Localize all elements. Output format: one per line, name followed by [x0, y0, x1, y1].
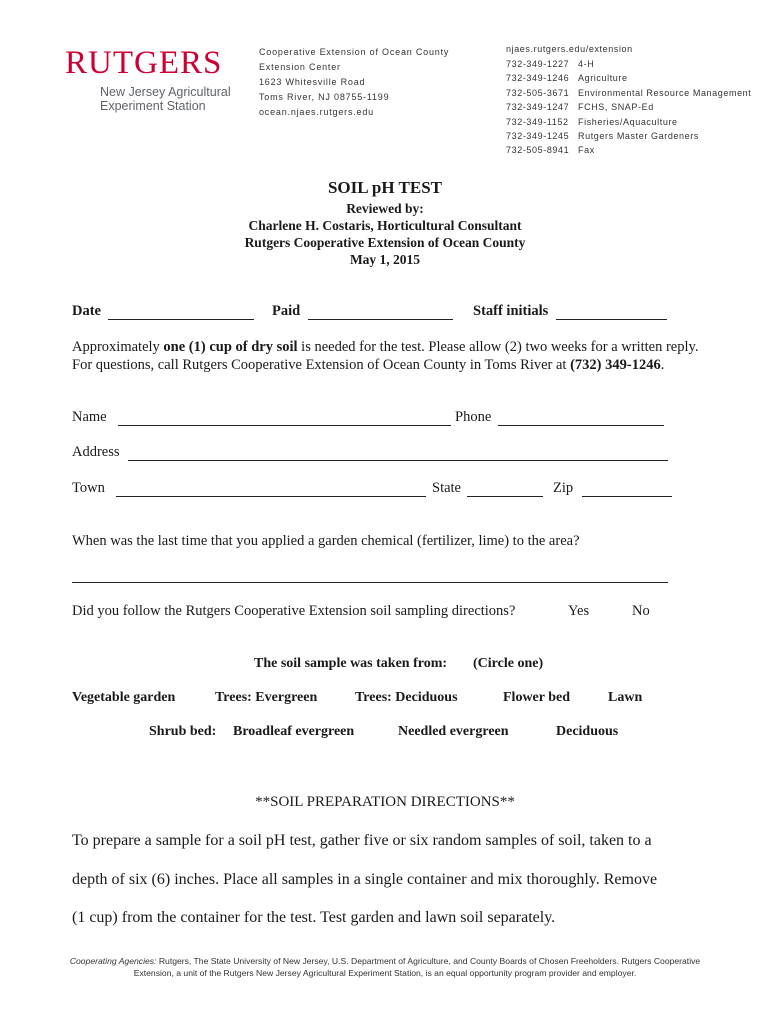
- prep-line-3: (1 cup) from the container for the test. Test garden and lawn soil separately.: [72, 909, 556, 926]
- contact-phone: 732-349-1152: [506, 116, 569, 127]
- reviewer-name: Charlene H. Costaris, Horticultural Consultant: [248, 218, 522, 233]
- circle-one-note: (Circle one): [473, 656, 544, 671]
- zip-field[interactable]: [582, 496, 672, 497]
- town-label: Town: [72, 480, 105, 496]
- logo-wordmark: RUTGERS: [65, 45, 223, 81]
- contact-row: [506, 86, 751, 100]
- intro-paragraph: [72, 338, 702, 374]
- zip-label: Zip: [553, 480, 574, 496]
- contact-row: [506, 129, 751, 143]
- phone-label: Phone: [455, 409, 492, 425]
- answer-no[interactable]: No: [632, 603, 650, 619]
- option-trees-deciduous[interactable]: Trees: Deciduous: [355, 690, 458, 705]
- date-label: Date: [72, 303, 101, 319]
- staff-initials-label: Staff initials: [473, 303, 549, 319]
- sample-location-heading: The soil sample was taken from:: [254, 656, 448, 671]
- prep-heading: **SOIL PREPARATION DIRECTIONS**: [255, 794, 515, 810]
- contact-dept: Environmental Resource Management: [578, 87, 752, 98]
- contact-row: [506, 57, 751, 71]
- address-field[interactable]: [128, 460, 668, 461]
- contact-phone: 732-349-1247: [506, 102, 570, 113]
- prep-line-1: To prepare a sample for a soil pH test, gather five or six random samples of soil, taken to a: [72, 832, 652, 849]
- reviewed-by-label: Reviewed by:: [346, 201, 424, 216]
- option-vegetable-garden[interactable]: Vegetable garden: [72, 690, 176, 705]
- footer-line-2: Extension, a unit of the Rutgers New Jersey Agricultural Experiment Station, is an equal opportunity program provider and employer.: [133, 968, 637, 978]
- name-field[interactable]: [118, 425, 451, 426]
- page-title: SOIL pH TEST: [327, 178, 443, 197]
- contact-dept: Fax: [578, 145, 595, 156]
- contact-phone: 732-349-1245: [506, 130, 570, 141]
- town-field[interactable]: [116, 496, 426, 497]
- contact-phone: 732-505-3671: [506, 87, 570, 98]
- state-field[interactable]: [467, 496, 543, 497]
- contact-dept: Rutgers Master Gardeners: [578, 130, 699, 141]
- extension-website[interactable]: njaes.rutgers.edu/extension: [506, 44, 633, 54]
- intro-soil-amount: one (1) cup of dry soil: [163, 339, 298, 355]
- chemical-question: When was the last time that you applied a garden chemical (fertilizer, lime) to the area?: [72, 533, 580, 549]
- contact-phone: 732-349-1246: [506, 73, 570, 84]
- office-line: Toms River, NJ 08755-1199: [259, 92, 390, 102]
- name-label: Name: [72, 409, 107, 425]
- staff-initials-field[interactable]: [556, 319, 667, 320]
- sampling-question: Did you follow the Rutgers Cooperative Extension soil sampling directions?: [72, 603, 516, 619]
- contact-row: [506, 115, 751, 129]
- answer-yes[interactable]: Yes: [568, 603, 590, 619]
- address-label: Address: [72, 444, 120, 460]
- contact-phone: 732-349-1227: [506, 59, 570, 69]
- office-line: Extension Center: [259, 62, 341, 72]
- contact-directory: [506, 42, 751, 158]
- logo-subtitle-2: Experiment Station: [100, 99, 206, 113]
- reviewer-organization: Rutgers Cooperative Extension of Ocean County: [244, 235, 526, 250]
- contact-dept: 4-H: [578, 59, 595, 69]
- cooperating-agencies-label: Cooperating Agencies:: [69, 956, 157, 966]
- option-flower-bed[interactable]: Flower bed: [503, 690, 571, 705]
- chemical-answer-field[interactable]: [72, 582, 668, 583]
- contact-phone: 732-505-8941: [506, 145, 570, 156]
- intro-text: .: [660, 357, 665, 373]
- intro-text: is needed for the test. Please allow (2) two weeks for a written reply. For questions, call Rutgers Cooperative Extension of Ocean County in Toms River at: [72, 339, 699, 373]
- office-line: Cooperative Extension of Ocean County: [259, 47, 450, 57]
- prep-line-2: depth of six (6) inches. Place all samples in a single container and mix thoroughly. Remove: [72, 871, 658, 888]
- contact-dept: Agriculture: [578, 73, 628, 84]
- option-broadleaf-evergreen[interactable]: Broadleaf evergreen: [233, 724, 355, 739]
- option-needled-evergreen[interactable]: Needled evergreen: [398, 724, 509, 739]
- logo-subtitle-1: New Jersey Agricultural: [100, 85, 231, 99]
- paid-label: Paid: [272, 303, 301, 319]
- state-label: State: [432, 480, 461, 496]
- footer-line-1: [0, 955, 770, 967]
- option-deciduous[interactable]: Deciduous: [556, 724, 619, 739]
- contact-dept: Fisheries/Aquaculture: [578, 116, 678, 127]
- option-trees-evergreen[interactable]: Trees: Evergreen: [215, 690, 318, 705]
- contact-row: [506, 71, 751, 85]
- intro-text: Approximately: [72, 339, 164, 355]
- paid-field[interactable]: [308, 319, 453, 320]
- option-lawn[interactable]: Lawn: [608, 690, 643, 705]
- contact-row: [506, 143, 751, 157]
- office-address: [259, 45, 449, 120]
- shrub-bed-label: Shrub bed:: [149, 724, 217, 739]
- date-field[interactable]: [108, 319, 254, 320]
- contact-row: [506, 100, 751, 114]
- office-website[interactable]: ocean.njaes.rutgers.edu: [259, 107, 374, 117]
- rutgers-logo: [65, 45, 231, 113]
- office-line: 1623 Whitesville Road: [259, 77, 366, 87]
- contact-dept: FCHS, SNAP-Ed: [578, 102, 654, 113]
- intro-phone: (732) 349-1246: [570, 357, 661, 373]
- review-date: May 1, 2015: [349, 252, 421, 267]
- footer-text: Rutgers, The State University of New Jersey, U.S. Department of Agriculture, and County Boards of Chosen Freeholders. Rutgers Cooperative: [156, 956, 701, 966]
- phone-field[interactable]: [498, 425, 664, 426]
